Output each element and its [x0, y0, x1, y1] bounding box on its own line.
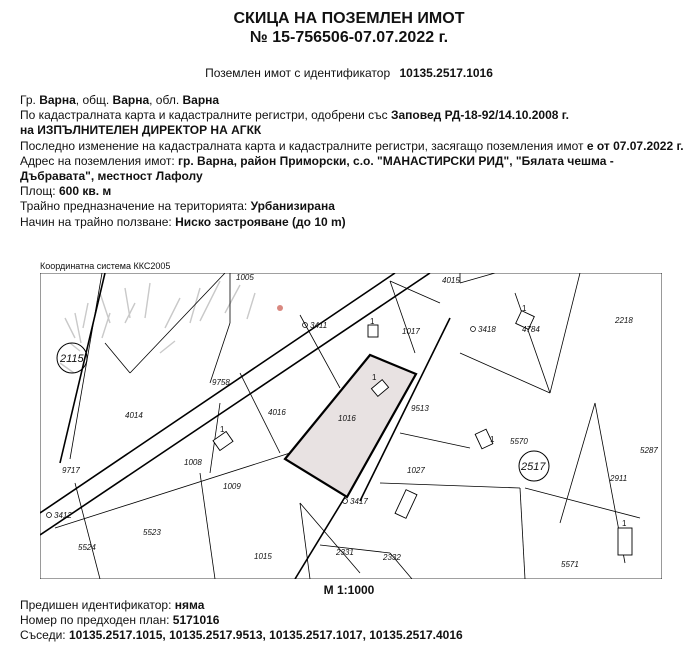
- identifier-value: 10135.2517.1016: [399, 66, 493, 80]
- parcel-label: 4016: [268, 408, 286, 417]
- last-change-date: е от 07.07.2022 г.: [586, 138, 684, 153]
- neighbors-line: [20, 628, 463, 643]
- document-title: СКИЦА НА ПОЗЕМЛЕН ИМОТ: [233, 10, 465, 27]
- municipality: Варна: [112, 93, 150, 107]
- city: Варна: [39, 93, 76, 107]
- parcel-label: 5287: [640, 446, 658, 455]
- road-lines: [40, 273, 450, 579]
- survey-point: [471, 327, 476, 332]
- building-label: 1: [370, 317, 375, 326]
- parcel-label: 5571: [561, 560, 579, 569]
- usage-line: [20, 215, 685, 230]
- point-label: 3411: [310, 321, 328, 330]
- sketch-pin: [277, 305, 283, 311]
- building-label: 1: [490, 435, 495, 444]
- block-label: 2517: [521, 461, 546, 473]
- region: Варна: [182, 93, 220, 107]
- property-info: [20, 93, 685, 230]
- block-label: 2115: [60, 353, 84, 365]
- survey-point: [303, 323, 308, 328]
- buildings: [213, 311, 632, 555]
- map-scale: М 1:1000: [323, 583, 375, 597]
- area-line: [20, 184, 685, 199]
- building-label: 1: [522, 304, 527, 313]
- region-prefix: , обл.: [149, 93, 180, 107]
- building-label: 1: [372, 373, 377, 382]
- city-prefix: Гр.: [20, 93, 36, 107]
- point-label: 3417: [350, 497, 368, 506]
- document-number: № 15-756506-07.07.2022 г.: [249, 29, 449, 46]
- identifier-line: [0, 66, 698, 80]
- parcel-label: 9717: [62, 466, 80, 475]
- map-order-text: По кадастралната карта и кадастралните регистри, одобрени със: [20, 108, 388, 123]
- area-label: Площ:: [20, 184, 56, 199]
- purpose-label: Трайно предназначение на територията:: [20, 199, 248, 214]
- parcel-label: 1016: [338, 414, 356, 423]
- building-label: 1: [622, 519, 627, 528]
- parcel-label: 5523: [143, 528, 161, 537]
- parcel-label: 2332: [383, 553, 401, 562]
- identifier-label: Поземлен имот с идентификатор: [205, 66, 391, 80]
- address-label: Адрес на поземления имот:: [20, 153, 175, 168]
- building-label: 1: [220, 425, 225, 434]
- parcel-label: 1008: [184, 458, 202, 467]
- building: [618, 528, 632, 555]
- parcel-label: 2331: [336, 548, 354, 557]
- usage-value: Ниско застрояване (до 10 m): [175, 214, 346, 229]
- previous-plan-label: Номер по предходен план:: [20, 613, 170, 628]
- previous-id-value: няма: [174, 598, 205, 612]
- point-label: 3418: [478, 325, 496, 334]
- last-change-line: [20, 139, 685, 154]
- parcel-label: 2911: [610, 474, 628, 483]
- area-value: 600 кв. м: [59, 184, 112, 199]
- building: [368, 325, 378, 337]
- parcel-label: 9758: [212, 378, 230, 387]
- point-label: 3412: [54, 511, 72, 520]
- previous-plan-line: [20, 613, 463, 628]
- building: [395, 490, 417, 519]
- parcel-label: 1009: [223, 482, 241, 491]
- address-line: [20, 154, 685, 184]
- purpose-line: [20, 199, 685, 214]
- address-value: гр. Варна, район Приморски, с.о. "МАНАСТИРСКИ РИД", "Бялата чешма - Дъбравата", местност Лафолу: [20, 153, 614, 184]
- neighbors-label: Съседи:: [20, 628, 66, 643]
- municipality-prefix: , общ.: [75, 93, 110, 107]
- sketch-marks: [60, 281, 255, 373]
- building: [213, 431, 233, 450]
- parcel-label: 4784: [522, 325, 540, 334]
- map-order-line: [20, 108, 685, 123]
- parcel-label: 1017: [402, 327, 420, 336]
- parcel-label: 1005: [236, 273, 254, 282]
- parcel-label: 5570: [510, 437, 528, 446]
- map-order-issuer: [20, 123, 685, 138]
- footer-info: [20, 598, 463, 644]
- parcel-label: 2218: [615, 316, 633, 325]
- previous-plan-value: 5171016: [172, 613, 220, 628]
- previous-id-label: Предишен идентификатор:: [20, 598, 172, 612]
- usage-label: Начин на трайно ползване:: [20, 214, 172, 229]
- parcel-label: 4014: [125, 411, 143, 420]
- coordinate-system: Координатна система ККС2005: [40, 261, 171, 271]
- parcel-label: 9513: [411, 404, 429, 413]
- parcel-label: 5524: [78, 543, 96, 552]
- previous-id-line: [20, 598, 463, 613]
- last-change-text: Последно изменение на кадастралната карта и кадастралните регистри, засягащо поземления имот: [20, 138, 584, 153]
- survey-point: [47, 513, 52, 518]
- map-order-number: Заповед РД-18-92/14.10.2008 г.: [390, 108, 569, 123]
- parcel-label: 1027: [407, 466, 425, 475]
- parcel-label: 4015: [442, 276, 460, 285]
- parcel-label: 1015: [254, 552, 272, 561]
- cadastral-map: [40, 273, 662, 579]
- purpose-value: Урбанизирана: [250, 199, 335, 214]
- neighbors-value: 10135.2517.1015, 10135.2517.9513, 10135.2517.1017, 10135.2517.4016: [68, 628, 463, 643]
- issuer: на ИЗПЪЛНИТЕЛЕН ДИРЕКТОР НА АГКК: [20, 123, 262, 138]
- location-line: [20, 93, 685, 108]
